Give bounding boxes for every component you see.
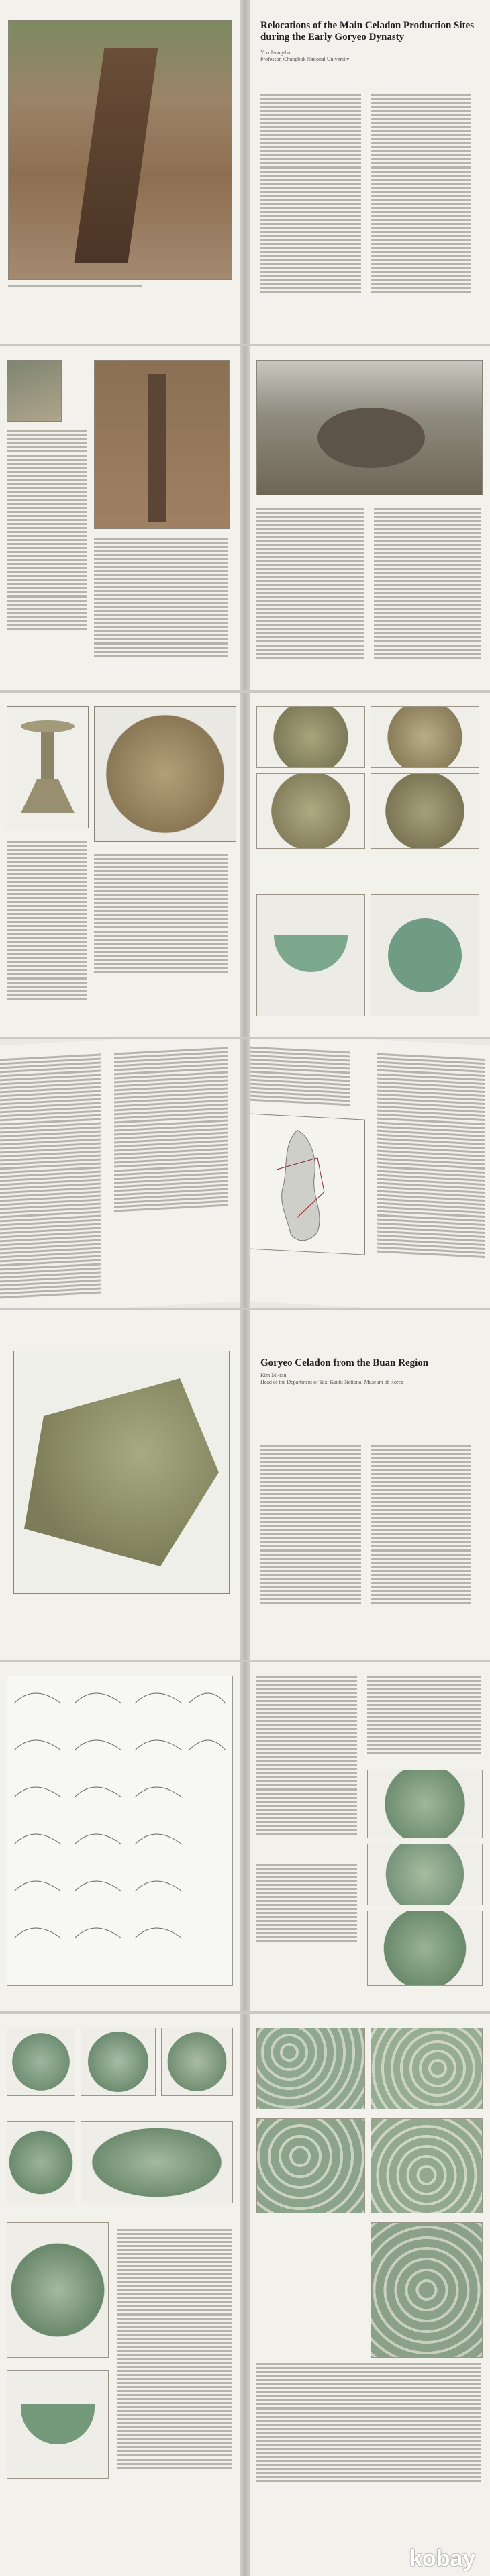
spread-3 [0, 693, 490, 1039]
shard-group-photo-3 [256, 2118, 365, 2213]
right-page [250, 2014, 490, 2576]
article-affiliation: Head of the Department of Tax, Kanhi National Museum of Korea [260, 1379, 403, 1385]
gutter [240, 1039, 250, 1308]
celadon-lid-photo [81, 2028, 156, 2096]
text-column-1 [250, 1047, 350, 1108]
text-column-mid [94, 854, 228, 975]
gutter [240, 693, 250, 1037]
shard-group-photo-4 [371, 2118, 483, 2213]
text-column-left [7, 430, 87, 632]
article-author: Yoo Jeong-ho [260, 50, 291, 56]
text-column-1 [0, 1054, 101, 1301]
caption-lines [8, 285, 142, 289]
text-column-mid [94, 538, 228, 659]
kiln-structure-photo [256, 360, 483, 495]
text-column-2 [367, 1676, 481, 1756]
celadon-shard-photo-a [367, 1770, 483, 1838]
gutter [240, 2014, 250, 2576]
celadon-bowl-side-photo [7, 2370, 109, 2479]
spread-5 [0, 1310, 490, 1662]
celadon-bowl-photo-2 [371, 894, 479, 1016]
celadon-bowl-top-photo [7, 2222, 109, 2358]
text-column-3 [256, 1864, 357, 1944]
spread-7 [0, 2014, 490, 2576]
shard-group-photo-5 [371, 2222, 483, 2358]
left-page [0, 1662, 240, 2011]
right-page [250, 1039, 490, 1310]
spread-6 [0, 1662, 490, 2014]
shard-drawings-table [7, 1676, 233, 1986]
article-title: Relocations of the Main Celadon Production Sites during the Early Goryeo Dynasty [260, 20, 475, 42]
article-affiliation: Professor, Chungbuk National University [260, 56, 350, 62]
spread-2 [0, 346, 490, 693]
text-column-2 [377, 1053, 485, 1260]
text-column-2 [374, 508, 481, 661]
text-column-1 [256, 508, 364, 661]
article-title: Goryeo Celadon from the Buan Region [260, 1357, 429, 1368]
map-figure [250, 1114, 365, 1255]
celadon-bowl-photo-1 [256, 894, 365, 1016]
left-page [0, 1039, 240, 1310]
right-page [250, 0, 490, 344]
text-column-1 [256, 1676, 357, 1837]
shard-photo-3 [256, 773, 365, 849]
gutter [240, 346, 250, 690]
left-page [0, 693, 240, 1037]
text-column-1 [260, 94, 361, 295]
celadon-plate-photo-1 [7, 2121, 75, 2203]
right-page [250, 1662, 490, 2011]
gutter [240, 1662, 250, 2011]
shard-photo-1 [256, 706, 365, 768]
gutter [240, 1310, 250, 1660]
left-page [0, 346, 240, 690]
excavation-photo-2 [94, 360, 230, 529]
left-page [0, 1310, 240, 1660]
right-page [250, 693, 490, 1037]
celadon-shard-photo-b [367, 1844, 483, 1905]
gutter [240, 0, 250, 344]
spread-4 [0, 1039, 490, 1310]
celadon-dish-photo [161, 2028, 233, 2096]
text-column-2 [114, 1047, 228, 1214]
text-column-2 [371, 1445, 471, 1606]
shard-group-photo-2 [371, 2028, 483, 2109]
text-column-left [117, 2229, 232, 2471]
celadon-bowl-large-photo [94, 706, 236, 842]
shard-photo-2 [371, 706, 479, 768]
korea-map-icon [250, 1114, 364, 1255]
excavation-photo-1 [7, 360, 62, 422]
text-column-2 [371, 94, 471, 295]
text-column-right [256, 2363, 481, 2484]
spread-1 [0, 0, 490, 346]
text-column-left [7, 841, 87, 1002]
celadon-shard-photo-c [367, 1911, 483, 1986]
celadon-stand-photo [7, 706, 89, 828]
left-page [0, 2014, 240, 2576]
article-author: Kim Mi-ran [260, 1372, 287, 1378]
shard-group-photo-1 [256, 2028, 365, 2109]
celadon-cup-photo [7, 2028, 75, 2096]
right-page [250, 1310, 490, 1660]
celadon-plate-photo-2 [81, 2121, 233, 2203]
inscribed-shard-photo [13, 1351, 230, 1594]
shard-photo-4 [371, 773, 479, 849]
right-page [250, 346, 490, 690]
site-watermark: kobay [409, 2546, 476, 2571]
left-page [0, 0, 240, 344]
kiln-site-photo [8, 20, 232, 280]
text-column-1 [260, 1445, 361, 1606]
